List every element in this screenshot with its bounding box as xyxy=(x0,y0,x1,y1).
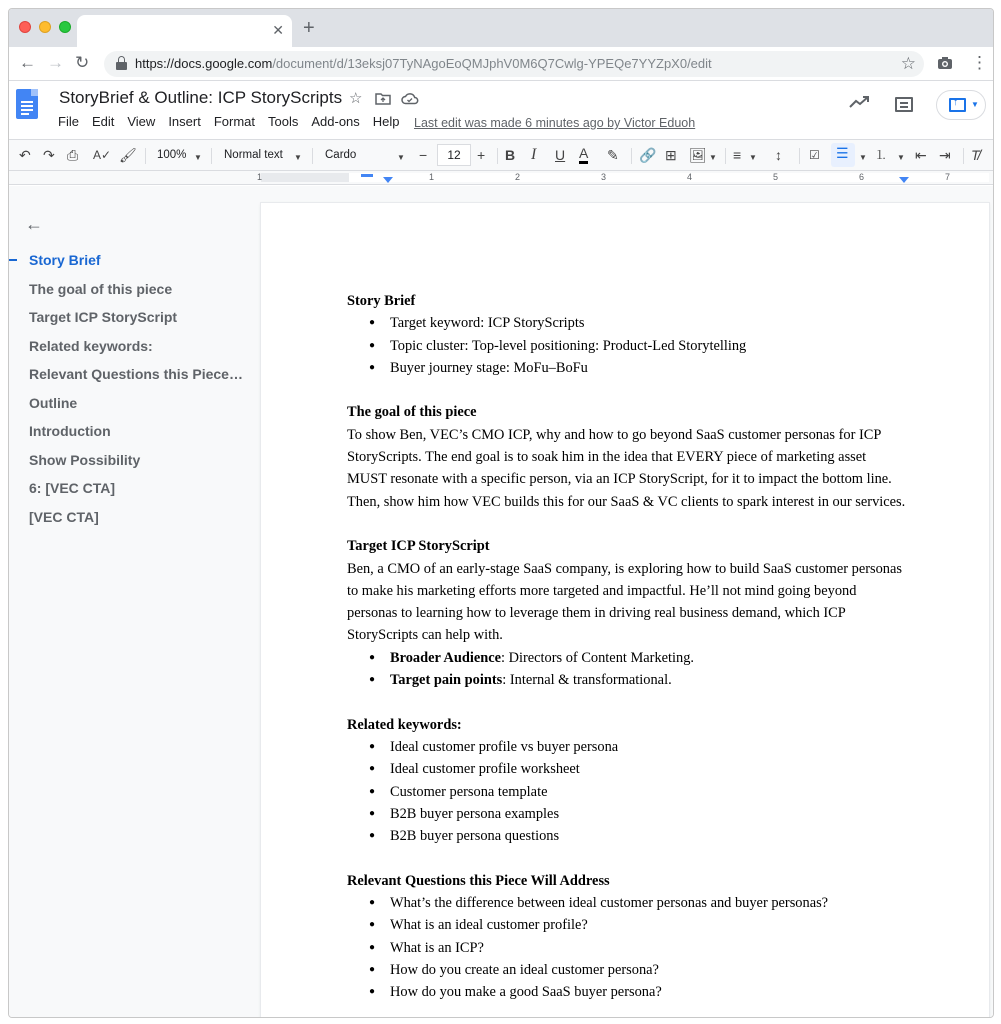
insert-image-icon[interactable]: 🖼 xyxy=(689,147,707,163)
right-indent-marker[interactable] xyxy=(899,177,909,183)
browser-window xyxy=(8,8,994,1018)
camera-icon[interactable] xyxy=(937,56,953,70)
align-caret-icon: ▼ xyxy=(749,153,757,162)
zoom-caret-icon: ▼ xyxy=(194,153,202,162)
bullet-label: Target pain points xyxy=(390,672,503,689)
list-item: ● What is an ideal customer profile? xyxy=(347,914,907,936)
present-button[interactable] xyxy=(936,90,986,120)
list-item: ● What is an ICP? xyxy=(347,937,907,959)
highlight-icon[interactable]: ✎ xyxy=(607,147,619,163)
present-icon xyxy=(949,98,966,112)
decrease-font-size-icon[interactable]: − xyxy=(419,147,428,163)
last-edit-link[interactable]: Last edit was made 6 minutes ago by Victor Eduoh xyxy=(414,116,696,130)
bulleted-list-icon: ☰ xyxy=(836,145,849,161)
formatting-toolbar xyxy=(9,139,993,171)
list-item: ● Topic cluster: Top-level positioning: Product-Led Storytelling xyxy=(347,335,907,357)
url-path: /document/d/13eksj07TyNAgoEoQMJphV0M6Q7Cwlg-YPEQe7YYZpX0/edit xyxy=(272,56,712,71)
document-body[interactable] xyxy=(347,290,907,1004)
active-heading-indicator xyxy=(8,259,17,261)
first-line-indent-marker[interactable] xyxy=(361,174,373,177)
image-caret-icon: ▼ xyxy=(709,153,717,162)
font-caret-icon: ▼ xyxy=(397,153,405,162)
paragraph-style-select[interactable]: Normal text xyxy=(224,149,283,161)
close-outline-icon[interactable]: ← xyxy=(25,214,43,234)
style-caret-icon: ▼ xyxy=(294,153,302,162)
italic-icon[interactable]: I xyxy=(531,146,537,163)
heading-target-icp: Target ICP StoryScript xyxy=(347,538,490,555)
checklist-icon[interactable]: ☑ xyxy=(809,148,820,162)
left-indent-marker[interactable] xyxy=(383,177,393,183)
maximize-window-button[interactable] xyxy=(59,21,71,33)
heading-related-keywords: Related keywords: xyxy=(347,716,462,733)
list-item: ● How do you make a good SaaS buyer persona? xyxy=(347,981,907,1003)
menu-help[interactable]: Help xyxy=(372,114,400,129)
target-icp-paragraph: Ben, a CMO of an early-stage SaaS company, is exploring how to build SaaS customer personas to make his marketing efforts more targeted and impactful. He’ll not mind going beyond personas to learning how to leverage them in driving real business demand, which ICP StoryScripts can help with. xyxy=(347,560,902,644)
bullet-text: : Directors of Content Marketing. xyxy=(501,649,695,666)
list-item: ● B2B buyer persona questions xyxy=(347,825,907,847)
outline-item-show-possibility[interactable]: Show Possibility xyxy=(29,452,141,468)
list-item xyxy=(347,669,907,691)
undo-icon[interactable]: ↶ xyxy=(19,147,31,163)
url-text xyxy=(135,56,712,72)
outline-item-related-keywords[interactable]: Related keywords: xyxy=(29,338,153,354)
numbered-list-icon[interactable]: ⒈ xyxy=(875,148,888,162)
lock-icon xyxy=(116,56,127,70)
list-item: ● B2B buyer persona examples xyxy=(347,803,907,825)
list-item: ● How do you create an ideal customer persona? xyxy=(347,959,907,981)
more-menu-icon[interactable]: ⋮ xyxy=(971,53,988,72)
star-icon[interactable]: ☆ xyxy=(349,90,363,107)
outline-item-outline[interactable]: Outline xyxy=(29,395,78,411)
add-comment-icon[interactable]: ⊞ xyxy=(665,147,677,163)
story-brief-list xyxy=(347,312,907,379)
outline-item-vec-cta-6[interactable]: 6: [VEC CTA] xyxy=(29,480,116,496)
heading-story-brief: Story Brief xyxy=(347,293,416,309)
bulleted-list-button[interactable] xyxy=(831,143,855,167)
text-color-icon[interactable]: A xyxy=(579,146,588,164)
address-bar xyxy=(9,47,993,81)
zoom-select[interactable]: 100% xyxy=(157,149,187,161)
url-host: https://docs.google.com xyxy=(135,56,273,71)
editor-area xyxy=(9,186,993,1018)
decrease-indent-icon[interactable]: ⇤ xyxy=(915,147,927,163)
increase-font-size-icon[interactable]: + xyxy=(477,147,486,163)
link-icon[interactable]: 🔗 xyxy=(639,147,657,163)
back-icon[interactable]: ← xyxy=(19,53,36,72)
list-item: ● Ideal customer profile vs buyer persona xyxy=(347,736,907,758)
print-icon[interactable]: ⎙ xyxy=(67,147,79,163)
menu-insert[interactable]: Insert xyxy=(168,114,201,129)
ruler-number: 3 xyxy=(601,172,607,182)
activity-dashboard-icon[interactable] xyxy=(849,95,871,109)
target-icp-list xyxy=(347,647,907,692)
outline-item-goal[interactable]: The goal of this piece xyxy=(29,281,173,297)
menu-addons[interactable]: Add-ons xyxy=(311,114,360,129)
ruler-number: 7 xyxy=(945,172,951,182)
keywords-list xyxy=(347,736,907,847)
tab-strip xyxy=(9,9,993,47)
line-spacing-icon[interactable]: ↕ xyxy=(775,147,782,163)
minimize-window-button[interactable] xyxy=(39,21,51,33)
new-tab-icon[interactable]: + xyxy=(303,17,315,39)
ruler-number: 2 xyxy=(515,172,521,182)
heading-goal: The goal of this piece xyxy=(347,404,477,421)
document-outline xyxy=(9,186,254,1018)
outline-item-vec-cta[interactable]: [VEC CTA] xyxy=(29,509,99,525)
increase-indent-icon[interactable]: ⇥ xyxy=(939,147,951,163)
close-tab-icon[interactable]: ✕ xyxy=(272,22,284,38)
list-item: ● Target keyword: ICP StoryScripts xyxy=(347,312,907,334)
heading-relevant-questions: Relevant Questions this Piece Will Address xyxy=(347,872,610,889)
forward-icon[interactable]: → xyxy=(47,53,64,72)
chevron-down-icon: ▼ xyxy=(971,100,979,109)
paint-format-icon[interactable]: 🖌 xyxy=(119,147,137,163)
underline-icon[interactable]: U xyxy=(555,147,566,163)
outline-item-introduction[interactable]: Introduction xyxy=(29,423,111,439)
ruler-number: 5 xyxy=(773,172,779,182)
ruler-number: 1 xyxy=(257,172,263,182)
docs-logo-icon[interactable] xyxy=(16,89,38,119)
list-item: ● Customer persona template xyxy=(347,781,907,803)
bullet-text: : Internal & transformational. xyxy=(502,672,672,689)
document-page[interactable] xyxy=(261,203,989,1018)
menu-edit[interactable]: Edit xyxy=(91,114,115,129)
close-window-button[interactable] xyxy=(19,21,31,33)
menu-format[interactable]: Format xyxy=(213,114,255,129)
move-folder-icon[interactable] xyxy=(375,92,391,105)
menu-bar xyxy=(58,113,413,131)
cloud-status-icon[interactable] xyxy=(401,92,419,105)
menu-tools[interactable]: Tools xyxy=(268,114,299,129)
number-caret-icon: ▼ xyxy=(897,153,905,162)
ruler-number: 6 xyxy=(859,172,865,182)
ruler-number: 1 xyxy=(429,172,435,182)
bullet-caret-icon: ▼ xyxy=(859,153,867,162)
document-title[interactable]: StoryBrief & Outline: ICP StoryScripts xyxy=(59,88,343,107)
ruler-number: 4 xyxy=(687,172,693,182)
ruler xyxy=(9,171,993,185)
list-item: ● Ideal customer profile worksheet xyxy=(347,758,907,780)
goal-paragraph: To show Ben, VEC’s CMO ICP, why and how to go beyond SaaS customer personas for ICP StoryScripts. The end goal is to soak him in the idea that EVERY piece of marketing asset MUST resonate with a specific person, via an ICP StoryScript, for it to impact the bottom line. Then, show him how VEC builds this for our SaaS & VC clients to spark interest in our services. xyxy=(347,426,906,510)
font-select[interactable]: Cardo xyxy=(325,149,357,161)
outline-item-target-icp[interactable]: Target ICP StoryScript xyxy=(29,309,178,325)
list-item xyxy=(347,647,907,669)
bullet-label: Broader Audience xyxy=(390,649,501,666)
align-icon[interactable]: ≡ xyxy=(733,147,742,163)
comment-history-icon[interactable] xyxy=(895,97,913,112)
outline-item-story-brief[interactable]: Story Brief xyxy=(29,252,101,268)
menu-file[interactable]: File xyxy=(58,114,79,129)
list-item: ● What’s the difference between ideal customer personas and buyer personas? xyxy=(347,892,907,914)
spellcheck-icon[interactable]: A✓ xyxy=(93,148,112,162)
url-input[interactable] xyxy=(104,51,924,77)
menu-view[interactable]: View xyxy=(127,114,156,129)
browser-tab[interactable] xyxy=(77,15,292,47)
reload-icon[interactable]: ↻ xyxy=(75,53,90,72)
bookmark-star-icon[interactable]: ☆ xyxy=(900,54,916,73)
font-size-input[interactable]: 12 xyxy=(437,144,471,166)
outline-item-relevant-questions[interactable]: Relevant Questions this Piece… xyxy=(29,366,243,382)
questions-list xyxy=(347,892,907,1003)
redo-icon[interactable]: ↷ xyxy=(43,147,55,163)
list-item: ● Buyer journey stage: MoFu–BoFu xyxy=(347,357,907,379)
clear-formatting-icon[interactable]: T̸ xyxy=(971,147,980,163)
bold-icon[interactable]: B xyxy=(505,147,516,163)
docs-header xyxy=(9,81,993,139)
